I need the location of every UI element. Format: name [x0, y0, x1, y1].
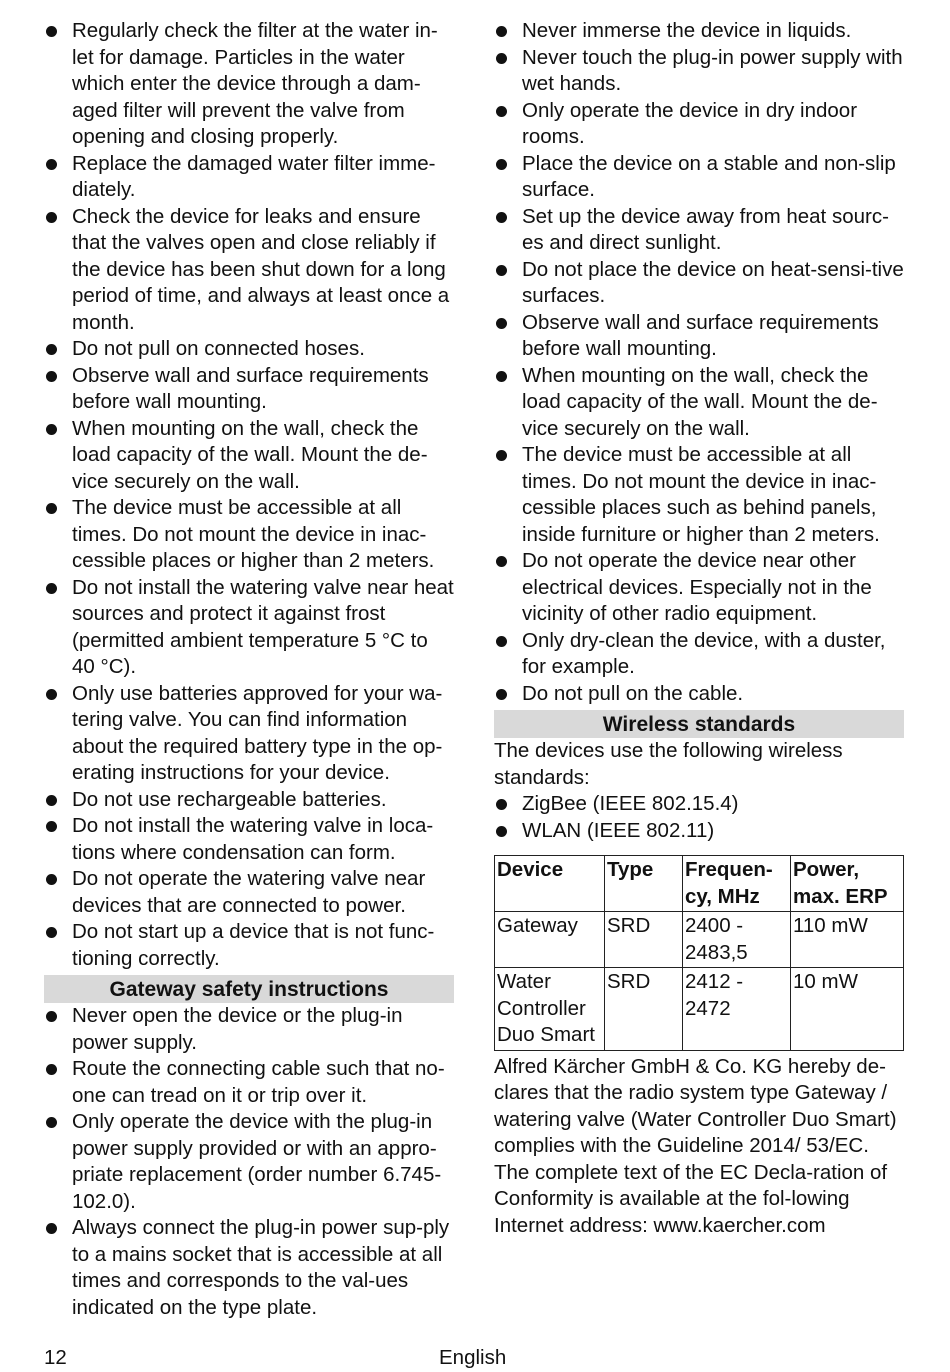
table-cell: Gateway: [495, 912, 605, 968]
list-item: When mounting on the wall, check the load capacity of the wall. Mount the de-vice securely on the wall.: [44, 416, 454, 496]
bullet-icon: [46, 503, 57, 514]
list-item: Check the device for leaks and ensure that the valves open and close reliably if the device has been shut down for a long period of time, and always at least once a month.: [44, 204, 454, 337]
table-cell: SRD: [605, 968, 683, 1051]
list-item: Do not pull on the cable.: [494, 681, 904, 708]
left-column: [44, 18, 454, 1321]
list-item: Never open the device or the plug-in power supply.: [44, 1003, 454, 1056]
bullet-icon: [46, 583, 57, 594]
list-item: Do not operate the watering valve near devices that are connected to power.: [44, 866, 454, 919]
list-item: Replace the damaged water filter imme-diately.: [44, 151, 454, 204]
table-header-cell: Device: [495, 856, 605, 912]
bullet-icon: [496, 265, 507, 276]
bullet-icon: [46, 874, 57, 885]
footer-language: English: [439, 1346, 507, 1369]
table-cell: Water Controller Duo Smart: [495, 968, 605, 1051]
bullet-icon: [496, 556, 507, 567]
page-number: 12: [44, 1346, 67, 1369]
list-item: ZigBee (IEEE 802.15.4): [494, 791, 904, 818]
bullet-icon: [46, 26, 57, 37]
bullet-icon: [46, 1223, 57, 1234]
table-cell: SRD: [605, 912, 683, 968]
list-item: When mounting on the wall, check the load capacity of the wall. Mount the de-vice securely on the wall.: [494, 363, 904, 443]
safety-list-general: [44, 18, 454, 972]
bullet-icon: [496, 689, 507, 700]
bullet-icon: [496, 318, 507, 329]
list-item: Only operate the device in dry indoor rooms.: [494, 98, 904, 151]
wireless-standards-list: [494, 791, 904, 844]
list-item: Do not start up a device that is not func-tioning correctly.: [44, 919, 454, 972]
list-item: Do not use rechargeable batteries.: [44, 787, 454, 814]
list-item: Place the device on a stable and non-slip surface.: [494, 151, 904, 204]
bullet-icon: [46, 1011, 57, 1022]
right-column: [494, 18, 904, 1239]
bullet-icon: [46, 159, 57, 170]
list-item: Only use batteries approved for your wa-tering valve. You can find information about the required battery type in the op-erating instructions for your device.: [44, 681, 454, 787]
bullet-icon: [46, 424, 57, 435]
bullet-icon: [46, 795, 57, 806]
bullet-icon: [496, 826, 507, 837]
list-item: Do not pull on connected hoses.: [44, 336, 454, 363]
list-item: Set up the device away from heat sourc-es and direct sunlight.: [494, 204, 904, 257]
bullet-icon: [46, 212, 57, 223]
list-item: Only operate the device with the plug-in power supply provided or with an appro-priate replacement (order number 6.745-102.0).: [44, 1109, 454, 1215]
bullet-icon: [46, 1064, 57, 1075]
list-item: Always connect the plug-in power sup-ply to a mains socket that is accessible at all times and corresponds to the val-ues indicated on the type plate.: [44, 1215, 454, 1321]
table-header-cell: Frequen-cy, MHz: [683, 856, 791, 912]
bullet-icon: [496, 53, 507, 64]
table-cell: 10 mW: [791, 968, 904, 1051]
safety-list-device: [494, 18, 904, 707]
list-item: Do not install the watering valve near heat sources and protect it against frost (permitted ambient temperature 5 °C to 40 °C).: [44, 575, 454, 681]
list-item: Only dry-clean the device, with a duster, for example.: [494, 628, 904, 681]
bullet-icon: [46, 821, 57, 832]
wireless-standards-heading: Wireless standards: [494, 710, 904, 738]
list-item: Do not install the watering valve in loca-tions where condensation can form.: [44, 813, 454, 866]
list-item: Do not place the device on heat-sensi-tive surfaces.: [494, 257, 904, 310]
table-cell: 2400 - 2483,5: [683, 912, 791, 968]
list-item: Do not operate the device near other electrical devices. Especially not in the vicinity of other radio equipment.: [494, 548, 904, 628]
safety-list-gateway: [44, 1003, 454, 1321]
table-header-cell: Power, max. ERP: [791, 856, 904, 912]
wireless-intro: The devices use the following wireless standards:: [494, 739, 843, 789]
list-item: WLAN (IEEE 802.11): [494, 818, 904, 845]
list-item: Observe wall and surface requirements before wall mounting.: [494, 310, 904, 363]
table-row: [495, 912, 904, 968]
table-cell: 110 mW: [791, 912, 904, 968]
declaration-paragraph: Alfred Kärcher GmbH & Co. KG hereby de-clares that the radio system type Gateway / watering valve (Water Controller Duo Smart) complies with the Guideline 2014/ 53/EC. The complete text of the EC Decla-ration of Conformity is available at the fol-lowing Internet address: www.kaercher.com: [494, 1054, 897, 1237]
bullet-icon: [46, 927, 57, 938]
table-row: [495, 968, 904, 1051]
list-item: The device must be accessible at all times. Do not mount the device in inac-cessible places or higher than 2 meters.: [44, 495, 454, 575]
bullet-icon: [496, 636, 507, 647]
table-cell: 2412 - 2472: [683, 968, 791, 1051]
bullet-icon: [46, 1117, 57, 1128]
list-item: The device must be accessible at all times. Do not mount the device in inac-cessible places such as behind panels, inside furniture or higher than 2 meters.: [494, 442, 904, 548]
table-header-cell: Type: [605, 856, 683, 912]
gateway-safety-heading: Gateway safety instructions: [44, 975, 454, 1003]
bullet-icon: [46, 344, 57, 355]
bullet-icon: [496, 371, 507, 382]
bullet-icon: [496, 212, 507, 223]
table-header-row: [495, 856, 904, 912]
bullet-icon: [496, 159, 507, 170]
list-item: Never touch the plug-in power supply with wet hands.: [494, 45, 904, 98]
list-item: Observe wall and surface requirements before wall mounting.: [44, 363, 454, 416]
bullet-icon: [46, 371, 57, 382]
list-item: Regularly check the filter at the water in-let for damage. Particles in the water which enter the device through a dam-aged filter will prevent the valve from opening and closing properly.: [44, 18, 454, 151]
list-item: Never immerse the device in liquids.: [494, 18, 904, 45]
wireless-table: [494, 855, 904, 1051]
list-item: Route the connecting cable such that no-one can tread on it or trip over it.: [44, 1056, 454, 1109]
bullet-icon: [496, 450, 507, 461]
bullet-icon: [46, 689, 57, 700]
bullet-icon: [496, 26, 507, 37]
bullet-icon: [496, 799, 507, 810]
bullet-icon: [496, 106, 507, 117]
